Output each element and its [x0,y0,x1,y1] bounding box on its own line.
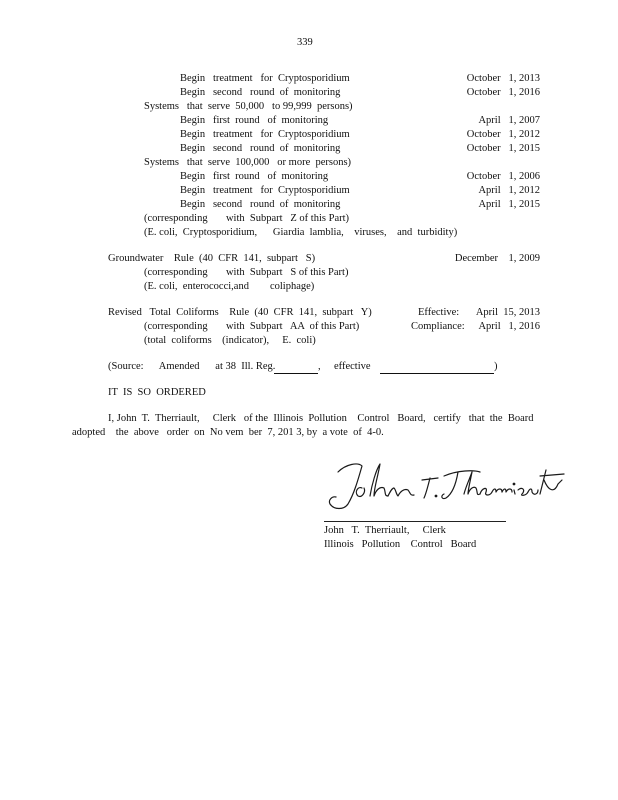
schedule-line-label: Begin first round of monitoring [180,171,329,182]
schedule-line-label: Begin first round of monitoring [180,115,329,126]
effective-date: April 15, 2013 [475,307,540,318]
register-blank [274,373,318,374]
schedule-line-date: April 1, 2007 [478,115,540,126]
page-number: 339 [297,37,313,48]
schedule-line-label: Begin second round of monitoring [180,87,341,98]
schedule-group-heading: Systems that serve 50,000 to 99,999 persons) [144,101,353,112]
order-statement: IT IS SO ORDERED [108,387,206,398]
schedule-line-label: Begin second round of monitoring [180,199,341,210]
schedule-note: (corresponding with Subpart Z of this Part) [144,213,350,224]
source-close: ) [494,361,498,372]
signer-name: John T. Therriault, Clerk [324,525,446,536]
schedule-line-label: Begin second round of monitoring [180,143,341,154]
schedule-group-heading: Systems that serve 100,000 or more persons) [144,157,352,168]
schedule-line-label: Begin treatment for Cryptosporidium [180,73,350,84]
coliforms-rule-title: Revised Total Coliforms Rule (40 CFR 141, subpart Y) [108,307,372,318]
schedule-line-date: October 1, 2012 [466,129,540,140]
schedule-line-label: Begin treatment for Cryptosporidium [180,129,350,140]
schedule-note: (E. coli, Cryptosporidium, Giardia lamblia, viruses, and turbidity) [144,227,458,238]
certification-line-1: I, John T. Therriault, Clerk of the Illinois Pollution Control Board, certify that the Board [108,413,534,424]
effective-label: Effective: [418,307,460,318]
handwritten-signature [318,450,568,520]
coliforms-rule-note: (corresponding with Subpart AA of this Part) [144,321,360,332]
schedule-line-label: Begin treatment for Cryptosporidium [180,185,350,196]
compliance-date: April 1, 2016 [478,321,540,332]
signer-organization: Illinois Pollution Control Board [324,539,477,550]
certification-line-2: adopted the above order on No vem ber 7, 201 3, by a vote of 4-0. [72,427,384,438]
schedule-line-date: April 1, 2012 [478,185,540,196]
coliforms-rule-note: (total coliforms (indicator), E. coli) [144,335,316,346]
groundwater-rule-note: (E. coli, enterococci,and coliphage) [144,281,315,292]
source-prefix: (Source: Amended at 38 Ill. Reg. [108,361,276,372]
schedule-line-date: October 1, 2015 [466,143,540,154]
schedule-line-date: October 1, 2006 [466,171,540,182]
effective-date-blank [380,373,494,374]
source-comma: , [318,361,321,372]
groundwater-rule-title: Groundwater Rule (40 CFR 141, subpart S) [108,253,316,264]
groundwater-rule-date: December 1, 2009 [454,253,540,264]
schedule-line-date: April 1, 2015 [478,199,540,210]
schedule-line-date: October 1, 2013 [466,73,540,84]
schedule-line-date: October 1, 2016 [466,87,540,98]
groundwater-rule-note: (corresponding with Subpart S of this Part) [144,267,349,278]
signature-line [324,521,506,522]
source-effective-label: effective [334,361,371,372]
compliance-label: Compliance: [411,321,465,332]
